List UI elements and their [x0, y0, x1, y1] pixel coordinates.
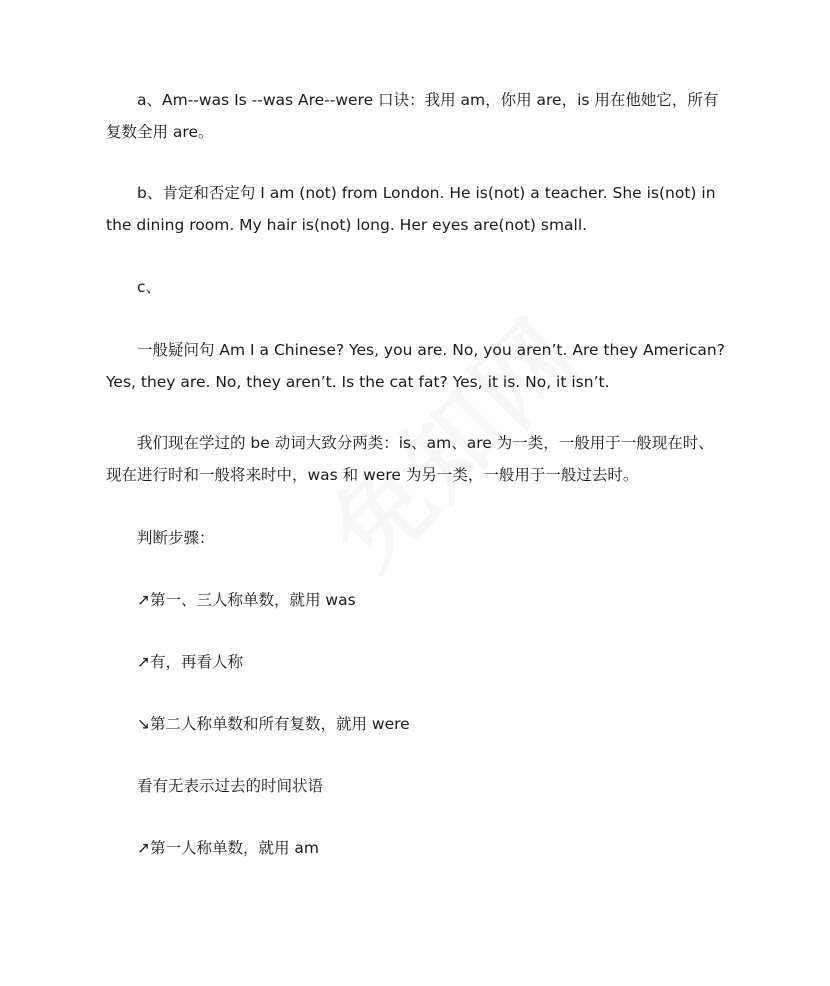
paragraph-step-person: ↗有，再看人称 [137, 653, 243, 671]
paragraph-step-time-adverbial: 看有无表示过去的时间状语 [137, 777, 324, 795]
paragraph-step-third-person: ↗第一、三人称单数，就用 was [137, 591, 356, 609]
paragraph-step-first-person: ↗第一人称单数，就用 am [137, 839, 320, 857]
paragraph-affirmative-negative: b、肯定和否定句 I am (not) from London. He is(not) a teacher. She is(not) in the dining room. My hair is(not) long. Her eyes are(not) small. [106, 184, 716, 234]
paragraph-be-categories: 我们现在学过的 be 动词大致分两类：is、am、are 为一类，一般用于一般现在时、现在进行时和一般将来时中，was 和 were 为另一类，一般用于一般过去时。 [106, 434, 714, 484]
paragraph-questions: 一般疑问句 Am I a Chinese? Yes, you are. No, you aren’t. Are they American? Yes, they are. No, they aren’t. Is the cat fat? Yes, it is. No, it isn’t. [106, 341, 725, 391]
paragraph-steps-heading: 判断步骤： [137, 529, 215, 547]
paragraph-c: c、 [137, 278, 162, 296]
paragraph-be-forms: a、Am--was Is --was Are--were 口诀：我用 am，你用 are，is 用在他她它，所有复数全用 are。 [106, 91, 719, 141]
paragraph-step-plural: ↘第二人称单数和所有复数，就用 were [137, 715, 410, 733]
